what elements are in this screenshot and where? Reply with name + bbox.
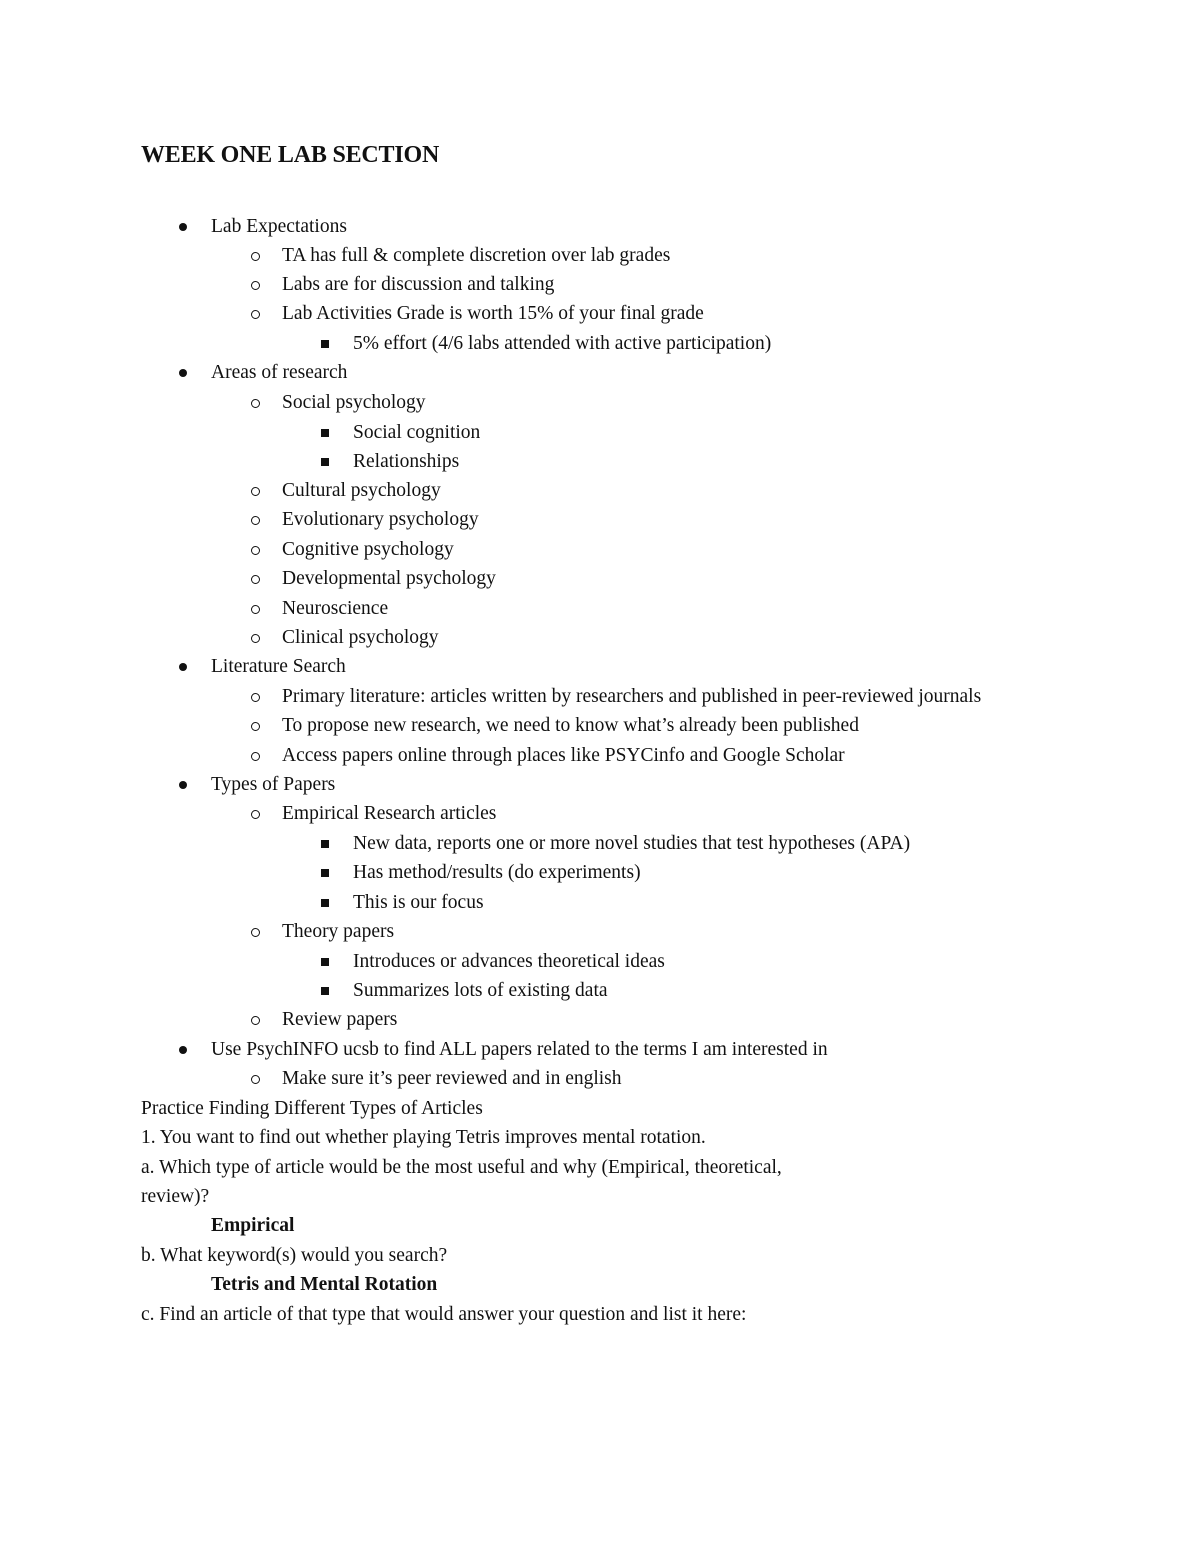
circle-bullet-icon [247,714,263,738]
outline-subsubitem: Has method/results (do experiments) [353,862,641,883]
outline-subitem: Empirical Research articles [282,803,497,824]
outline-subitem: Clinical psychology [282,627,439,648]
square-bullet-icon [317,979,333,1003]
square-bullet-icon [317,861,333,885]
outline-subsubitem: New data, reports one or more novel studies that test hypotheses (APA) [353,833,911,854]
circle-bullet-icon [247,1067,263,1091]
disc-bullet-icon [175,655,191,679]
outline-subitem: Access papers online through places like PSYCinfo and Google Scholar [282,745,845,766]
practice-question-c: c. Find an article of that type that would answer your question and list it here: [141,1304,747,1325]
practice-question-1: 1. You want to find out whether playing Tetris improves mental rotation. [141,1127,706,1148]
circle-bullet-icon [247,567,263,591]
outline-subitem: Cognitive psychology [282,539,454,560]
disc-bullet-icon [175,215,191,239]
disc-bullet-icon [175,361,191,385]
circle-bullet-icon [247,744,263,768]
outline-subsubitem: Relationships [353,451,460,472]
outline-item-literature-search: Literature Search [211,656,346,677]
practice-question-a-continued: review)? [141,1186,210,1207]
circle-bullet-icon [247,273,263,297]
circle-bullet-icon [247,626,263,650]
outline-subitem: Social psychology [282,392,426,413]
square-bullet-icon [317,832,333,856]
circle-bullet-icon [247,538,263,562]
outline-subitem: Theory papers [282,921,395,942]
practice-question-b: b. What keyword(s) would you search? [141,1245,448,1266]
square-bullet-icon [317,332,333,356]
circle-bullet-icon [247,685,263,709]
outline-subitem: Neuroscience [282,598,389,619]
outline-subitem: Lab Activities Grade is worth 15% of your final grade [282,303,704,324]
circle-bullet-icon [247,920,263,944]
practice-answer-b: Tetris and Mental Rotation [211,1274,438,1295]
outline-subitem: Developmental psychology [282,568,496,589]
circle-bullet-icon [247,802,263,826]
circle-bullet-icon [247,244,263,268]
outline-item-use-psychinfo: Use PsychINFO ucsb to find ALL papers related to the terms I am interested in [211,1039,828,1060]
outline-subitem: Labs are for discussion and talking [282,274,555,295]
circle-bullet-icon [247,597,263,621]
practice-heading: Practice Finding Different Types of Articles [141,1098,483,1119]
outline-subsubitem: Introduces or advances theoretical ideas [353,951,665,972]
circle-bullet-icon [247,508,263,532]
circle-bullet-icon [247,302,263,326]
outline-subitem: Evolutionary psychology [282,509,479,530]
outline-item-lab-expectations: Lab Expectations [211,216,347,237]
outline-subsubitem: Summarizes lots of existing data [353,980,608,1001]
circle-bullet-icon [247,1008,263,1032]
outline-subitem: TA has full & complete discretion over lab grades [282,245,671,266]
outline-subitem: To propose new research, we need to know what’s already been published [282,715,859,736]
outline-subitem: Primary literature: articles written by researchers and published in peer-reviewed journals [282,686,982,707]
outline-subitem: Review papers [282,1009,398,1030]
square-bullet-icon [317,421,333,445]
outline-item-types-of-papers: Types of Papers [211,774,336,795]
outline-subitem: Make sure it’s peer reviewed and in english [282,1068,622,1089]
disc-bullet-icon [175,773,191,797]
disc-bullet-icon [175,1038,191,1062]
outline-subsubitem: This is our focus [353,892,484,913]
circle-bullet-icon [247,391,263,415]
practice-question-a: a. Which type of article would be the most useful and why (Empirical, theoretical, [141,1157,782,1178]
practice-answer-a: Empirical [211,1215,295,1236]
outline-item-areas-of-research: Areas of research [211,362,348,383]
square-bullet-icon [317,891,333,915]
document-title: WEEK ONE LAB SECTION [141,142,440,168]
circle-bullet-icon [247,479,263,503]
square-bullet-icon [317,950,333,974]
outline-subsubitem: 5% effort (4/6 labs attended with active participation) [353,333,772,354]
square-bullet-icon [317,450,333,474]
outline-subitem: Cultural psychology [282,480,441,501]
outline-subsubitem: Social cognition [353,422,481,443]
